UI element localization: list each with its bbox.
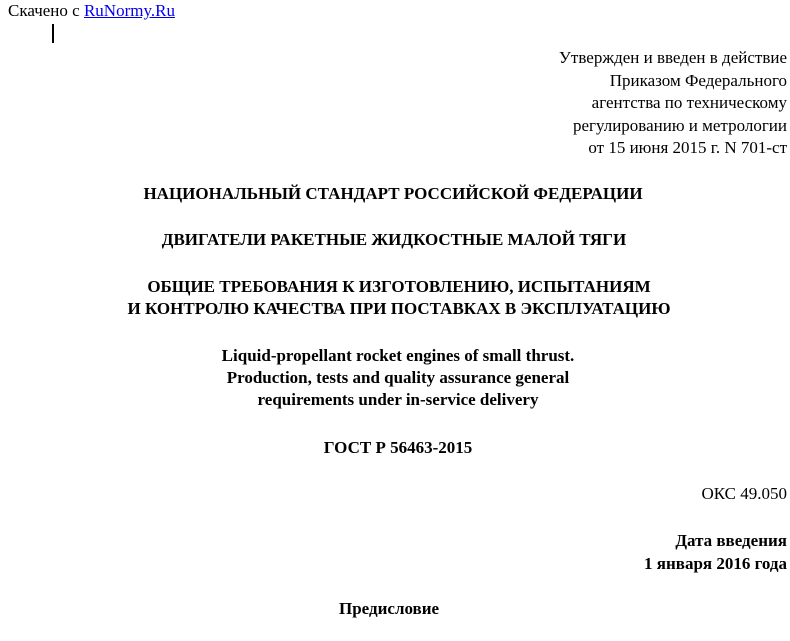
english-title	[3, 345, 790, 411]
okc-code: ОКС 49.050	[701, 484, 787, 503]
approval-line: от 15 июня 2015 г. N 701-ст	[588, 138, 787, 157]
requirements-heading	[4, 276, 790, 320]
national-standard-heading: НАЦИОНАЛЬНЫЙ СТАНДАРТ РОССИЙСКОЙ ФЕДЕРАЦИИ	[143, 184, 643, 203]
approval-line: агентства по техническому	[591, 93, 787, 112]
english-title-line: Liquid-propellant rocket engines of small thrust.	[221, 346, 575, 365]
english-title-line: Production, tests and quality assurance general	[226, 368, 570, 387]
approval-line: регулированию и метрологии	[572, 115, 787, 135]
approval-block	[559, 47, 787, 160]
introduction-date-value: 1 января 2016 года	[644, 554, 787, 573]
requirements-heading-line: ОБЩИЕ ТРЕБОВАНИЯ К ИЗГОТОВЛЕНИЮ, ИСПЫТАНИЯМ	[147, 277, 651, 296]
text-cursor	[52, 24, 54, 43]
source-notice-prefix: Скачено с	[8, 1, 84, 20]
gost-number: ГОСТ Р 56463-2015	[323, 438, 473, 457]
source-link[interactable]: RuNormy.Ru	[83, 1, 175, 20]
english-title-line: requirements under in-service delivery	[257, 390, 539, 409]
subject-heading: ДВИГАТЕЛИ РАКЕТНЫЕ ЖИДКОСТНЫЕ МАЛОЙ ТЯГИ	[161, 230, 627, 249]
source-notice	[8, 1, 175, 21]
preface-heading: Предисловие	[339, 599, 440, 618]
approval-line: Утвержден и введен в действие	[558, 48, 787, 67]
approval-line: Приказом Федерального	[609, 70, 787, 90]
requirements-heading-line: И КОНТРОЛЮ КАЧЕСТВА ПРИ ПОСТАВКАХ В ЭКСПЛУАТАЦИЮ	[127, 299, 671, 318]
introduction-date-label: Дата введения	[675, 531, 787, 550]
introduction-date	[644, 529, 787, 575]
